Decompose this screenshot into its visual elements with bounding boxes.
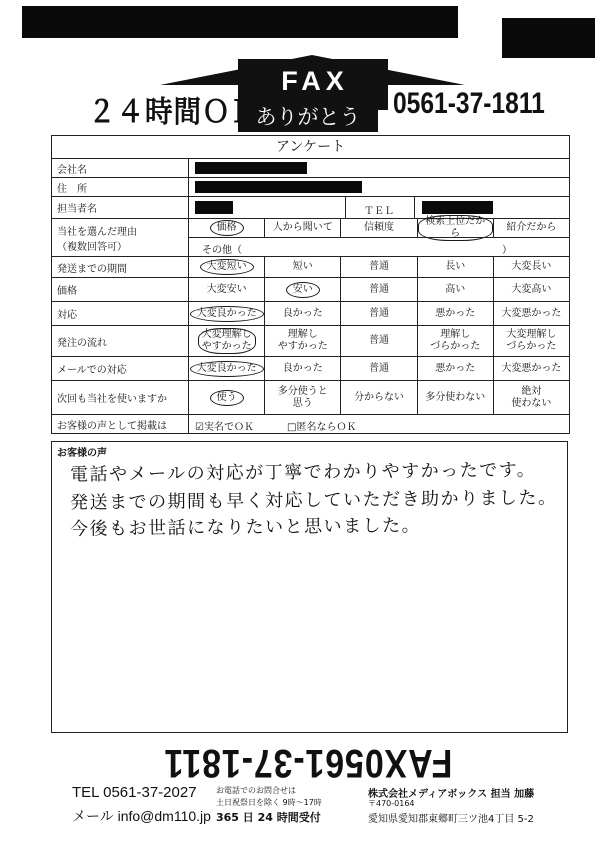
tel-field[interactable] <box>422 201 493 214</box>
footer-note-1: お電話でのお問合せは <box>216 786 296 795</box>
customer-voice-label: お客様の声 <box>57 448 107 459</box>
fax-phone-number: 0561-37-1811 <box>393 87 545 120</box>
option[interactable]: 高い <box>418 278 494 301</box>
reason-options <box>189 216 569 239</box>
real-name-ok-checkbox[interactable]: ☑実名でＯＫ <box>195 422 254 433</box>
reason-option[interactable]: 紹介だから <box>506 222 557 233</box>
thanks-text: ありがとう <box>255 105 361 129</box>
row-label: メールでの対応 <box>52 357 189 380</box>
footer-note-2: 土日祝祭日を除く 9時〜17時 <box>216 798 322 807</box>
row-label: 発送までの期間 <box>52 257 189 277</box>
survey-row <box>52 325 569 356</box>
footer-mail[interactable]: メール info@dm110.jp <box>72 808 211 824</box>
reason-row <box>52 218 569 256</box>
survey-row <box>52 380 569 414</box>
reason-other[interactable]: その他（ ） <box>202 245 512 256</box>
option[interactable]: 普通 <box>341 326 417 356</box>
option[interactable]: 分からない <box>341 381 417 414</box>
reason-label-2: （複数回答可） <box>57 241 127 253</box>
option[interactable]: 普通 <box>341 357 417 380</box>
option[interactable]: 大変理解し づらかった <box>506 329 557 352</box>
address-row <box>52 177 569 196</box>
redacted-logo <box>502 18 595 58</box>
option[interactable]: 多分使わない <box>418 381 494 414</box>
option[interactable]: 大変高い <box>511 283 552 295</box>
address-label: 住 所 <box>52 178 189 196</box>
survey-row <box>52 301 569 325</box>
reason-option[interactable]: 人から聞いて <box>265 219 341 237</box>
option[interactable]: 普通 <box>341 278 417 301</box>
reason-label-1: 当社を選んだ理由 <box>57 226 137 238</box>
option[interactable]: 大変理解し やすかった <box>189 326 265 356</box>
anonymous-ok-checkbox[interactable]: □匿名ならＯＫ <box>287 422 357 433</box>
row-label: 価格 <box>52 278 189 301</box>
tel-label: ＴＥＬ <box>364 206 394 217</box>
option[interactable]: 悪かった <box>418 357 494 380</box>
option[interactable]: 大変短い <box>189 257 265 277</box>
fax-title: FAX <box>281 66 349 96</box>
option[interactable]: 使う <box>189 381 265 414</box>
survey-row <box>52 277 569 301</box>
post-consent-label: お客様の声として掲載は <box>52 415 189 433</box>
reason-option[interactable]: 信頼度 <box>341 219 417 237</box>
survey-row <box>52 256 569 277</box>
footer-hours: 365 日 24 時間受付 <box>216 811 321 824</box>
option[interactable]: 多分使うと 思う <box>265 381 341 414</box>
company-field[interactable] <box>195 162 307 174</box>
option[interactable]: 大変悪かった <box>501 362 562 374</box>
option[interactable]: 大変安い <box>189 278 265 301</box>
option[interactable]: 大変長い <box>511 261 552 272</box>
option[interactable]: 大変良かった <box>189 302 265 325</box>
footer-address: 愛知県愛知郡東郷町三ツ池4丁目 5-2 <box>368 814 534 825</box>
option[interactable]: 短い <box>265 257 341 277</box>
address-field[interactable] <box>195 181 362 193</box>
person-label: 担当者名 <box>52 197 189 218</box>
handwritten-line-1: 電話やメールの対応が丁寧でわかりやすかったです。 <box>69 459 537 486</box>
option[interactable]: 良かった <box>265 302 341 325</box>
row-label: 対応 <box>52 302 189 325</box>
hours-ok: ２４時間ＯＫ <box>88 96 260 129</box>
redacted-header <box>22 6 458 38</box>
option[interactable]: 良かった <box>265 357 341 380</box>
fax-number-inverted: FAX0561-37-1811 <box>163 741 453 785</box>
option[interactable]: 長い <box>418 257 494 277</box>
option[interactable]: 絶対 使わない <box>511 385 552 409</box>
option[interactable]: 大変良かった <box>189 357 265 380</box>
row-label: 発注の流れ <box>52 326 189 356</box>
reason-option[interactable]: 価格 <box>189 219 265 237</box>
reason-label <box>52 219 189 256</box>
survey-title: アンケート <box>275 139 346 155</box>
row-label: 次回も当社を使いますか <box>52 381 189 414</box>
handwritten-line-3: 今後もお世話になりたいと思いました。 <box>69 515 422 540</box>
option[interactable]: 悪かった <box>418 302 494 325</box>
option[interactable]: 理解し やすかった <box>265 326 341 356</box>
post-consent-row <box>52 414 569 433</box>
footer-company: 株式会社メディアボックス 担当 加藤 <box>368 789 535 800</box>
option[interactable]: 普通 <box>341 257 417 277</box>
option[interactable]: 安い <box>265 278 341 301</box>
option[interactable]: 理解し づらかった <box>418 326 494 356</box>
option[interactable]: 普通 <box>341 302 417 325</box>
person-row <box>52 196 569 218</box>
company-label: 会社名 <box>52 159 189 177</box>
footer-tel: TEL 0561-37-2027 <box>72 784 197 801</box>
reason-option[interactable]: 検索上位だから <box>418 219 494 237</box>
handwritten-line-2: 発送までの期間も早く対応していただき助かりました。 <box>69 487 558 514</box>
footer-zip: 〒470-0164 <box>368 799 415 808</box>
survey-table <box>51 135 570 434</box>
person-field[interactable] <box>195 201 233 214</box>
survey-row <box>52 356 569 380</box>
option[interactable]: 大変悪かった <box>501 307 562 319</box>
company-row <box>52 158 569 177</box>
